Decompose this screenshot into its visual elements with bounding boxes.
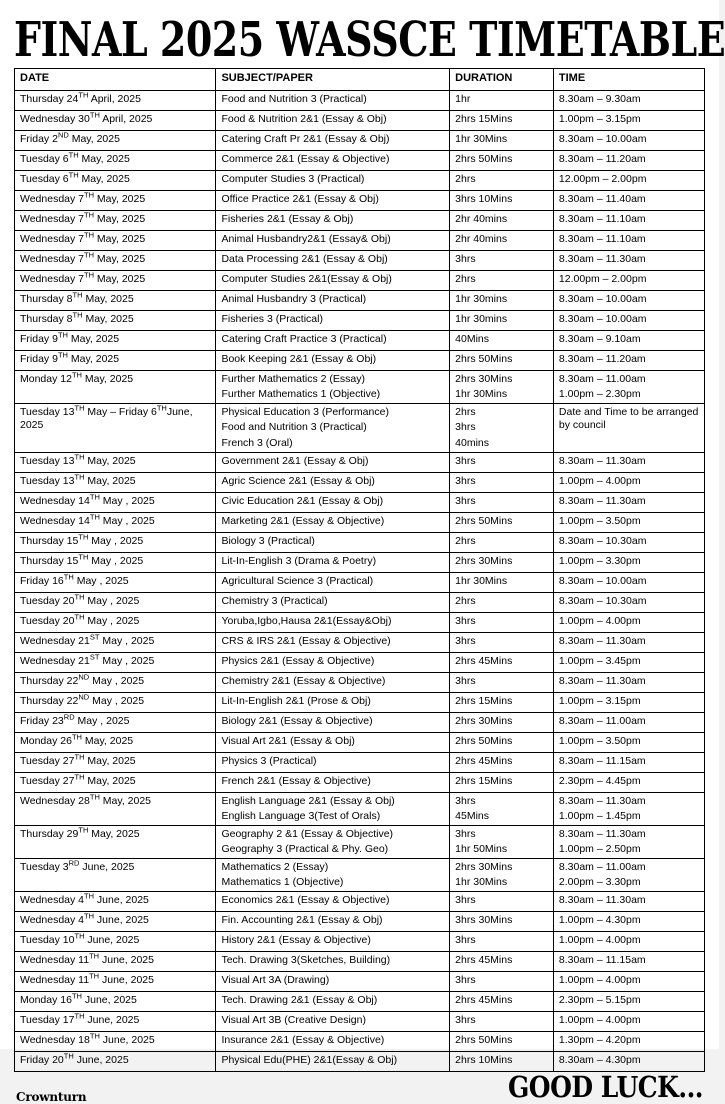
cell-time: 8.30am – 11.00am 1.00pm – 2.30pm [553, 371, 704, 404]
cell-subject: Animal Husbandry 3 (Practical) [216, 291, 450, 311]
cell-time: 1.00pm – 3.50pm [553, 512, 704, 532]
cell-subject: Tech. Drawing 3(Sketches, Building) [216, 952, 450, 972]
cell-duration: 2hrs [450, 532, 554, 552]
cell-duration: 3hrs [450, 472, 554, 492]
cell-subject: Visual Art 3B (Creative Design) [216, 1012, 450, 1032]
cell-date: Thursday 29TH May, 2025 [15, 825, 216, 858]
table-row [15, 512, 705, 532]
cell-time: Date and Time to be arranged by council [553, 404, 704, 452]
page-footer [14, 1071, 705, 1104]
table-row [15, 972, 705, 992]
cell-time: 8.30am – 9.10am [553, 331, 704, 351]
cell-date: Tuesday 6TH May, 2025 [15, 171, 216, 191]
cell-date: Wednesday 21ST May , 2025 [15, 652, 216, 672]
cell-date: Tuesday 3RD June, 2025 [15, 859, 216, 892]
cell-time: 1.00pm – 3.30pm [553, 552, 704, 572]
cell-time: 8.30am – 10.30am [553, 592, 704, 612]
cell-duration: 2hrs 50Mins [450, 732, 554, 752]
table-row [15, 371, 705, 404]
cell-subject: Commerce 2&1 (Essay & Objective) [216, 151, 450, 171]
cell-date: Monday 12TH May, 2025 [15, 371, 216, 404]
cell-subject: Food & Nutrition 2&1 (Essay & Obj) [216, 111, 450, 131]
cell-time: 8.30am – 11.30am [553, 251, 704, 271]
cell-duration: 3hrs [450, 932, 554, 952]
cell-duration: 2hrs [450, 171, 554, 191]
cell-time: 1.00pm – 4.00pm [553, 972, 704, 992]
cell-time: 2.30pm – 4.45pm [553, 772, 704, 792]
table-row [15, 171, 705, 191]
cell-date: Wednesday 14TH May , 2025 [15, 512, 216, 532]
cell-date: Thursday 8TH May, 2025 [15, 311, 216, 331]
table-row [15, 792, 705, 825]
cell-subject: Biology 3 (Practical) [216, 532, 450, 552]
cell-subject: Government 2&1 (Essay & Obj) [216, 452, 450, 472]
cell-subject: Physical Edu(PHE) 2&1(Essay & Obj) [216, 1052, 450, 1072]
table-row [15, 552, 705, 572]
table-row [15, 672, 705, 692]
table-row [15, 712, 705, 732]
cell-time: 8.30am – 11.00am [553, 712, 704, 732]
table-row [15, 612, 705, 632]
table-row [15, 1012, 705, 1032]
cell-date: Thursday 22ND May , 2025 [15, 692, 216, 712]
cell-time: 1.00pm – 4.30pm [553, 912, 704, 932]
column-header-date: DATE [15, 69, 216, 91]
table-row [15, 892, 705, 912]
page-title: FINAL 2025 WASSCE TIMETABLE [14, 11, 725, 68]
cell-subject: Insurance 2&1 (Essay & Objective) [216, 1032, 450, 1052]
table-row [15, 331, 705, 351]
table-row [15, 191, 705, 211]
table-row [15, 271, 705, 291]
cell-subject: Agricultural Science 3 (Practical) [216, 572, 450, 592]
cell-duration: 3hrs [450, 672, 554, 692]
cell-time: 12.00pm – 2.00pm [553, 171, 704, 191]
cell-date: Friday 20TH June, 2025 [15, 1052, 216, 1072]
table-row [15, 952, 705, 972]
cell-time: 8.30am – 11.30am 1.00pm – 2.50pm [553, 825, 704, 858]
table-row [15, 1032, 705, 1052]
cell-time: 8.30am – 10.00am [553, 572, 704, 592]
cell-date: Thursday 22ND May , 2025 [15, 672, 216, 692]
cell-subject: Visual Art 2&1 (Essay & Obj) [216, 732, 450, 752]
cell-duration: 1hr [450, 91, 554, 111]
cell-date: Tuesday 17TH June, 2025 [15, 1012, 216, 1032]
table-row [15, 632, 705, 652]
cell-time: 8.30am – 11.30am [553, 672, 704, 692]
cell-subject: CRS & IRS 2&1 (Essay & Objective) [216, 632, 450, 652]
cell-duration: 3hrs [450, 632, 554, 652]
table-body [15, 91, 705, 1072]
cell-time: 8.30am – 11.30am [553, 492, 704, 512]
cell-date: Wednesday 4TH June, 2025 [15, 892, 216, 912]
cell-time: 8.30am – 10.00am [553, 291, 704, 311]
cell-date: Tuesday 13TH May, 2025 [15, 452, 216, 472]
table-row [15, 151, 705, 171]
cell-date: Wednesday 28TH May, 2025 [15, 792, 216, 825]
cell-time: 8.30am – 10.00am [553, 311, 704, 331]
cell-date: Wednesday 4TH June, 2025 [15, 912, 216, 932]
column-header-duration: DURATION [450, 69, 554, 91]
cell-duration: 2hrs 50Mins [450, 151, 554, 171]
cell-time: 1.00pm – 4.00pm [553, 932, 704, 952]
cell-subject: Civic Education 2&1 (Essay & Obj) [216, 492, 450, 512]
cell-time: 1.00pm – 3.50pm [553, 732, 704, 752]
page-title-wrap [14, 11, 725, 68]
cell-date: Wednesday 11TH June, 2025 [15, 952, 216, 972]
table-row [15, 752, 705, 772]
cell-date: Thursday 15TH May , 2025 [15, 532, 216, 552]
cell-date: Tuesday 20TH May , 2025 [15, 592, 216, 612]
cell-date: Tuesday 27TH May, 2025 [15, 772, 216, 792]
table-row [15, 532, 705, 552]
cell-subject: Yoruba,Igbo,Hausa 2&1(Essay&Obj) [216, 612, 450, 632]
cell-time: 1.00pm – 4.00pm [553, 472, 704, 492]
cell-date: Tuesday 13TH May – Friday 6THJune, 2025 [15, 404, 216, 452]
cell-duration: 2hrs [450, 271, 554, 291]
cell-date: Thursday 24TH April, 2025 [15, 91, 216, 111]
cell-duration: 2hr 40mins [450, 231, 554, 251]
cell-duration: 1hr 30Mins [450, 131, 554, 151]
cell-date: Wednesday 11TH June, 2025 [15, 972, 216, 992]
cell-date: Thursday 8TH May, 2025 [15, 291, 216, 311]
cell-date: Wednesday 18TH June, 2025 [15, 1032, 216, 1052]
cell-date: Friday 16TH May , 2025 [15, 572, 216, 592]
table-row [15, 692, 705, 712]
table-row [15, 291, 705, 311]
cell-duration: 3hrs 10Mins [450, 191, 554, 211]
cell-duration: 2hrs 15Mins [450, 692, 554, 712]
cell-date: Wednesday 7TH May, 2025 [15, 231, 216, 251]
cell-duration: 2hr 40mins [450, 211, 554, 231]
cell-duration: 3hrs 45Mins [450, 792, 554, 825]
cell-duration: 2hrs [450, 592, 554, 612]
table-row [15, 572, 705, 592]
cell-duration: 2hrs 50Mins [450, 512, 554, 532]
cell-subject: History 2&1 (Essay & Objective) [216, 932, 450, 952]
cell-subject: Lit-In-English 3 (Drama & Poetry) [216, 552, 450, 572]
cell-time: 8.30am – 11.10am [553, 211, 704, 231]
cell-subject: Food and Nutrition 3 (Practical) [216, 91, 450, 111]
cell-duration: 2hrs 30Mins 1hr 30Mins [450, 371, 554, 404]
table-row [15, 131, 705, 151]
cell-date: Tuesday 20TH May , 2025 [15, 612, 216, 632]
table-row [15, 111, 705, 131]
cell-duration: 40Mins [450, 331, 554, 351]
cell-subject: Computer Studies 3 (Practical) [216, 171, 450, 191]
cell-time: 8.30am – 11.20am [553, 351, 704, 371]
table-row [15, 992, 705, 1012]
cell-date: Friday 23RD May , 2025 [15, 712, 216, 732]
cell-duration: 2hrs 15Mins [450, 772, 554, 792]
cell-subject: Physical Education 3 (Performance) Food and Nutrition 3 (Practical) French 3 (Oral) [216, 404, 450, 452]
cell-date: Thursday 15TH May , 2025 [15, 552, 216, 572]
cell-subject: Animal Husbandry2&1 (Essay& Obj) [216, 231, 450, 251]
cell-date: Wednesday 7TH May, 2025 [15, 191, 216, 211]
cell-subject: Data Processing 2&1 (Essay & Obj) [216, 251, 450, 271]
cell-duration: 2hrs 45Mins [450, 652, 554, 672]
cell-subject: Chemistry 3 (Practical) [216, 592, 450, 612]
good-luck-label: GOOD LUCK... [507, 1071, 703, 1104]
cell-subject: Physics 2&1 (Essay & Objective) [216, 652, 450, 672]
table-row [15, 211, 705, 231]
cell-time: 8.30am – 9.30am [553, 91, 704, 111]
table-row [15, 652, 705, 672]
table-row [15, 311, 705, 331]
cell-subject: Biology 2&1 (Essay & Objective) [216, 712, 450, 732]
cell-date: Wednesday 30TH April, 2025 [15, 111, 216, 131]
table-row [15, 932, 705, 952]
cell-duration: 2hrs 3hrs 40mins [450, 404, 554, 452]
cell-date: Friday 9TH May, 2025 [15, 331, 216, 351]
cell-subject: Physics 3 (Practical) [216, 752, 450, 772]
cell-date: Friday 2ND May, 2025 [15, 131, 216, 151]
table-row [15, 492, 705, 512]
cell-time: 8.30am – 11.40am [553, 191, 704, 211]
cell-subject: Lit-In-English 2&1 (Prose & Obj) [216, 692, 450, 712]
cell-date: Tuesday 27TH May, 2025 [15, 752, 216, 772]
cell-duration: 2hrs 45Mins [450, 752, 554, 772]
cell-duration: 1hr 30mins [450, 291, 554, 311]
cell-time: 8.30am – 11.30am [553, 892, 704, 912]
cell-time: 8.30am – 10.30am [553, 532, 704, 552]
cell-time: 12.00pm – 2.00pm [553, 271, 704, 291]
brand-label: Crownturn [16, 1090, 87, 1104]
cell-time: 2.30pm – 5.15pm [553, 992, 704, 1012]
cell-subject: Fin. Accounting 2&1 (Essay & Obj) [216, 912, 450, 932]
cell-duration: 3hrs [450, 892, 554, 912]
cell-time: 8.30am – 11.10am [553, 231, 704, 251]
cell-subject: Catering Craft Practice 3 (Practical) [216, 331, 450, 351]
table-row [15, 452, 705, 472]
cell-duration: 2hrs 30Mins [450, 552, 554, 572]
cell-duration: 2hrs 45Mins [450, 952, 554, 972]
column-header-subject: SUBJECT/PAPER [216, 69, 450, 91]
cell-subject: Mathematics 2 (Essay) Mathematics 1 (Objective) [216, 859, 450, 892]
cell-time: 1.00pm – 4.00pm [553, 1012, 704, 1032]
cell-subject: Economics 2&1 (Essay & Objective) [216, 892, 450, 912]
table-row [15, 231, 705, 251]
table-row [15, 732, 705, 752]
table-row [15, 772, 705, 792]
cell-subject: Fisheries 3 (Practical) [216, 311, 450, 331]
cell-subject: Chemistry 2&1 (Essay & Objective) [216, 672, 450, 692]
cell-duration: 1hr 30Mins [450, 572, 554, 592]
cell-subject: French 2&1 (Essay & Objective) [216, 772, 450, 792]
cell-duration: 3hrs [450, 972, 554, 992]
cell-time: 8.30am – 11.00am 2.00pm – 3.30pm [553, 859, 704, 892]
cell-duration: 2hrs 15Mins [450, 111, 554, 131]
cell-duration: 2hrs 45Mins [450, 992, 554, 1012]
cell-duration: 2hrs 50Mins [450, 1032, 554, 1052]
cell-time: 8.30am – 11.30am [553, 452, 704, 472]
cell-time: 8.30am – 4.30pm [553, 1052, 704, 1072]
table-header [15, 69, 705, 91]
cell-date: Tuesday 6TH May, 2025 [15, 151, 216, 171]
cell-time: 8.30am – 11.30am [553, 632, 704, 652]
table-row [15, 912, 705, 932]
column-header-time: TIME [553, 69, 704, 91]
table-row [15, 91, 705, 111]
cell-date: Wednesday 7TH May, 2025 [15, 251, 216, 271]
cell-time: 1.00pm – 3.45pm [553, 652, 704, 672]
cell-subject: Catering Craft Pr 2&1 (Essay & Obj) [216, 131, 450, 151]
cell-date: Monday 16TH June, 2025 [15, 992, 216, 1012]
cell-duration: 2hrs 50Mins [450, 351, 554, 371]
table-row [15, 859, 705, 892]
table-row [15, 251, 705, 271]
cell-date: Monday 26TH May, 2025 [15, 732, 216, 752]
cell-date: Wednesday 14TH May , 2025 [15, 492, 216, 512]
cell-duration: 3hrs [450, 612, 554, 632]
cell-subject: Office Practice 2&1 (Essay & Obj) [216, 191, 450, 211]
cell-date: Wednesday 7TH May, 2025 [15, 271, 216, 291]
cell-time: 8.30am – 11.15am [553, 752, 704, 772]
table-row [15, 351, 705, 371]
cell-duration: 3hrs [450, 452, 554, 472]
cell-duration: 2hrs 30Mins 1hr 30Mins [450, 859, 554, 892]
cell-duration: 3hrs 30Mins [450, 912, 554, 932]
cell-subject: English Language 2&1 (Essay & Obj) English Language 3(Test of Orals) [216, 792, 450, 825]
cell-time: 1.00pm – 3.15pm [553, 692, 704, 712]
cell-date: Tuesday 13TH May, 2025 [15, 472, 216, 492]
table-row [15, 592, 705, 612]
cell-duration: 3hrs 1hr 50Mins [450, 825, 554, 858]
cell-date: Wednesday 21ST May , 2025 [15, 632, 216, 652]
cell-time: 1.30pm – 4.20pm [553, 1032, 704, 1052]
cell-duration: 3hrs [450, 492, 554, 512]
header-row [15, 69, 705, 91]
cell-time: 1.00pm – 3.15pm [553, 111, 704, 131]
timetable-table [14, 68, 705, 1072]
cell-subject: Visual Art 3A (Drawing) [216, 972, 450, 992]
table-row [15, 1052, 705, 1072]
cell-time: 1.00pm – 4.00pm [553, 612, 704, 632]
cell-subject: Geography 2 &1 (Essay & Objective) Geography 3 (Practical & Phy. Geo) [216, 825, 450, 858]
cell-time: 8.30am – 11.15am [553, 952, 704, 972]
cell-duration: 2hrs 30Mins [450, 712, 554, 732]
cell-time: 8.30am – 10.00am [553, 131, 704, 151]
cell-duration: 2hrs 10Mins [450, 1052, 554, 1072]
cell-date: Wednesday 7TH May, 2025 [15, 211, 216, 231]
cell-subject: Agric Science 2&1 (Essay & Obj) [216, 472, 450, 492]
table-row [15, 472, 705, 492]
cell-subject: Tech. Drawing 2&1 (Essay & Obj) [216, 992, 450, 1012]
cell-time: 8.30am – 11.30am 1.00pm – 1.45pm [553, 792, 704, 825]
cell-subject: Further Mathematics 2 (Essay) Further Mathematics 1 (Objective) [216, 371, 450, 404]
cell-duration: 3hrs [450, 251, 554, 271]
cell-duration: 1hr 30mins [450, 311, 554, 331]
cell-duration: 3hrs [450, 1012, 554, 1032]
table-row [15, 404, 705, 452]
cell-time: 8.30am – 11.20am [553, 151, 704, 171]
table-row [15, 825, 705, 858]
cell-subject: Computer Studies 2&1(Essay & Obj) [216, 271, 450, 291]
cell-subject: Fisheries 2&1 (Essay & Obj) [216, 211, 450, 231]
cell-date: Tuesday 10TH June, 2025 [15, 932, 216, 952]
cell-subject: Marketing 2&1 (Essay & Objective) [216, 512, 450, 532]
cell-subject: Book Keeping 2&1 (Essay & Obj) [216, 351, 450, 371]
cell-date: Friday 9TH May, 2025 [15, 351, 216, 371]
